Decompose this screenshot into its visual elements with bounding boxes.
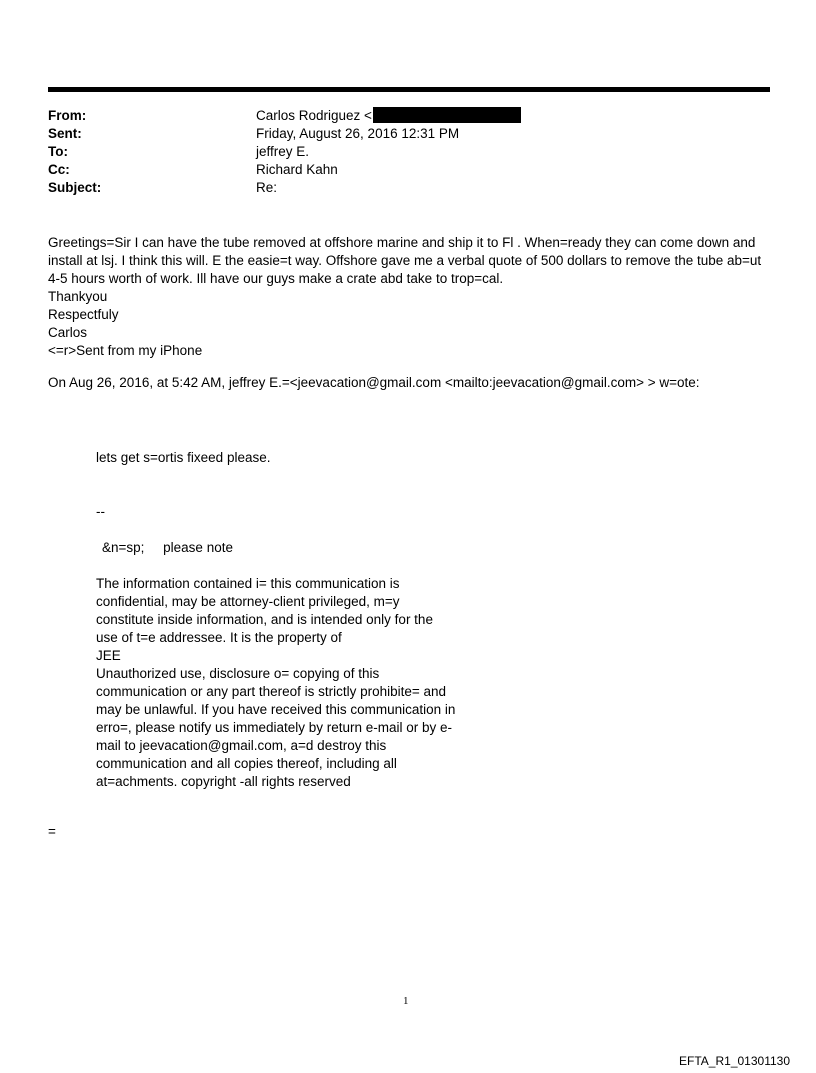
subject-row — [48, 179, 770, 197]
trailing-char: = — [48, 824, 56, 839]
sent-value: Friday, August 26, 2016 12:31 PM — [256, 126, 460, 141]
cc-label: Cc: — [48, 162, 70, 177]
subject-label: Subject: — [48, 180, 102, 195]
quote-header: On Aug 26, 2016, at 5:42 AM, jeffrey E.=<jeevacation@gmail.com <mailto:jeevacation@gmail.com> > w=ote: — [48, 375, 700, 390]
sent-row — [48, 125, 770, 143]
please-note: &n=sp; please note — [102, 540, 233, 555]
header-rule — [48, 87, 770, 92]
confidentiality-disclaimer: The information contained i= this communication is confidential, may be attorney-client privileged, m=y constitute inside information, and is intended only for the use of t=e addressee. It is the property of JEE Unauthorized use, disclosure o= copying of this communication or any part thereof is strictly prohibite= and may be unlawful. If you have received this communication in erro=, please notify us immediately by return e-mail or by e-mail to jeevacation@gmail.com, a=d destroy this communication and all copies thereof, including all at=achments. copyright -all rights reserved — [96, 576, 456, 789]
to-value: jeffrey E. — [256, 144, 310, 159]
document-id: EFTA_R1_01301130 — [679, 1054, 790, 1068]
to-label: To: — [48, 144, 68, 159]
cc-row — [48, 161, 770, 179]
email-body: Greetings=Sir I can have the tube removed at offshore marine and ship it to Fl . When=ready they can come down and install at lsj. I think this will. E the easie=t way. Offshore gave me a verbal quote of 500 dollars to remove the tube ab=ut 4-5 hours worth of work. Ill have our guys make a crate abd take to trop=cal. Thankyou Respectfuly Carlos <=r>Sent from my iPhone — [48, 235, 762, 358]
page-number: 1 — [403, 995, 409, 1007]
cc-value: Richard Kahn — [256, 162, 338, 177]
quoted-message: lets get s=ortis fixeed please. — [96, 450, 271, 465]
email-header — [48, 107, 770, 197]
to-row — [48, 143, 770, 161]
from-row — [48, 107, 770, 125]
from-label: From: — [48, 108, 87, 123]
sent-label: Sent: — [48, 126, 82, 141]
signature-dash: -- — [96, 504, 105, 519]
redaction-box — [373, 107, 521, 123]
subject-value: Re: — [256, 180, 278, 195]
from-value — [256, 107, 770, 125]
from-name: Carlos Rodriguez < — [256, 108, 372, 123]
